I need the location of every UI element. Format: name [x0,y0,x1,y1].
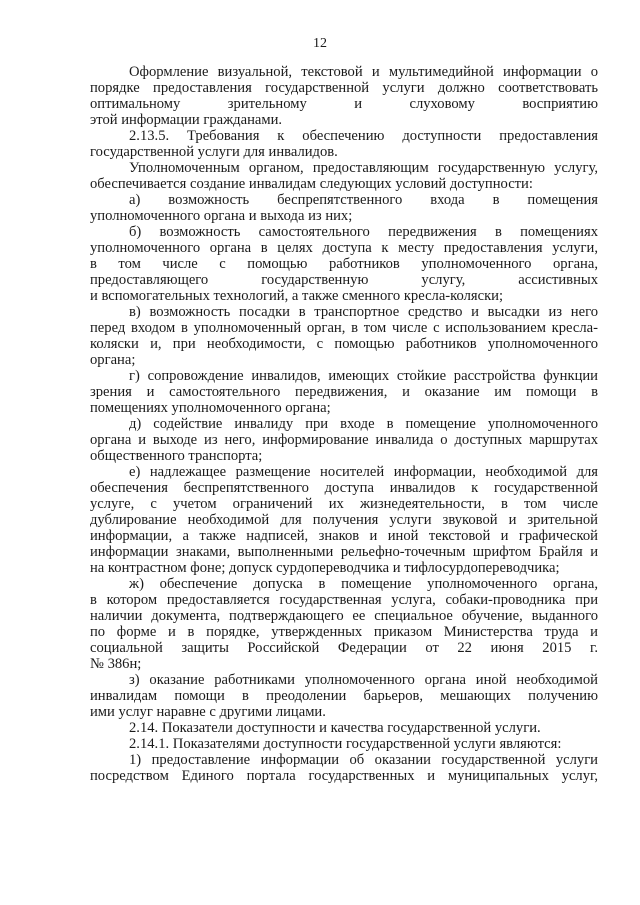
text-line: предоставляющего государственную услугу, ассистивных [90,272,598,288]
text-line: социальной защиты Российской Федерации от 22 июня 2015 г. [90,640,598,656]
text-line: информации, а также надписей, знаков и иной текстовой и графической [90,528,598,544]
text-line: и вспомогательных технологий, а также сменного кресла-коляски; [90,288,504,304]
text-line: Уполномоченным органом, предоставляющим государственную услугу, [129,160,598,176]
text-line: порядке предоставления государственной услуги должно соответствовать [90,80,598,96]
text-line: коляски и, при необходимости, с помощью работников уполномоченного [90,336,598,352]
text-line: б) возможность самостоятельного передвижения в помещениях [129,224,598,240]
text-line: дублирование необходимой для получения услуги звуковой и зрительной [90,512,598,528]
text-line: 2.13.5. Требования к обеспечению доступности предоставления [129,128,598,144]
text-line: информации знаками, выполненными рельефно-точечным шрифтом Брайля и [90,544,598,560]
text-line: 2.14. Показатели доступности и качества государственной услуги. [129,720,541,736]
text-line: в) возможность посадки в транспортное средство и высадки из него [129,304,598,320]
text-line: перед входом в уполномоченный орган, в том числе с использованием кресла- [90,320,598,336]
text-line: в том числе с помощью работников уполномоченного органа, [90,256,598,272]
text-line: посредством Единого портала государственных и муниципальных услуг, [90,768,598,784]
text-line: в котором предоставляется государственная услуга, собаки-проводника при [90,592,598,608]
text-line: 1) предоставление информации об оказании государственной услуги [129,752,598,768]
text-line: уполномоченного органа и выхода из них; [90,208,353,224]
text-line: уполномоченного органа в целях доступа к месту предоставления услуги, [90,240,598,256]
text-line: обеспечивается создание инвалидам следующих условий доступности: [90,176,533,192]
text-line: инвалидам помощи в преодолении барьеров, мешающих получению [90,688,598,704]
text-line: органа; [90,352,136,368]
text-line: д) содействие инвалиду при входе в помещение уполномоченного [129,416,598,432]
text-line: оптимальному зрительному и слуховому восприятию [90,96,598,112]
text-line: по форме и в порядке, утвержденных приказом Министерства труда и [90,624,598,640]
text-line: г) сопровождение инвалидов, имеющих стойкие расстройства функции [129,368,598,384]
text-line: государственной услуги для инвалидов. [90,144,338,160]
text-line: на контрастном фоне; допуск сурдопереводчика и тифлосурдопереводчика; [90,560,560,576]
text-line: з) оказание работниками уполномоченного органа иной необходимой [129,672,598,688]
text-line: общественного транспорта; [90,448,263,464]
text-line: услуге, с учетом ограничений их жизнедеятельности, в том числе [90,496,598,512]
text-line: Оформление визуальной, текстовой и мультимедийной информации о [129,64,598,80]
page-number: 12 [313,36,327,51]
text-line: обеспечения беспрепятственного доступа инвалидов к государственной [90,480,598,496]
text-line: е) надлежащее размещение носителей информации, необходимой для [129,464,598,480]
text-line: ж) обеспечение допуска в помещение уполномоченного органа, [129,576,598,592]
text-line: № 386н; [90,656,142,672]
text-line: ими услуг наравне с другими лицами. [90,704,326,720]
text-line: помещениях уполномоченного органа; [90,400,331,416]
text-line: 2.14.1. Показателями доступности государственной услуги являются: [129,736,562,752]
text-line: органа и выходе из него, информирование инвалида о доступных маршрутах [90,432,598,448]
text-line: а) возможность беспрепятственного входа в помещения [129,192,598,208]
text-line: этой информации гражданами. [90,112,283,128]
document-body [90,64,598,784]
text-line: наличии документа, подтверждающего ее специальное обучение, выданного [90,608,598,624]
text-line: зрения и самостоятельного передвижения, и оказание им помощи в [90,384,598,400]
